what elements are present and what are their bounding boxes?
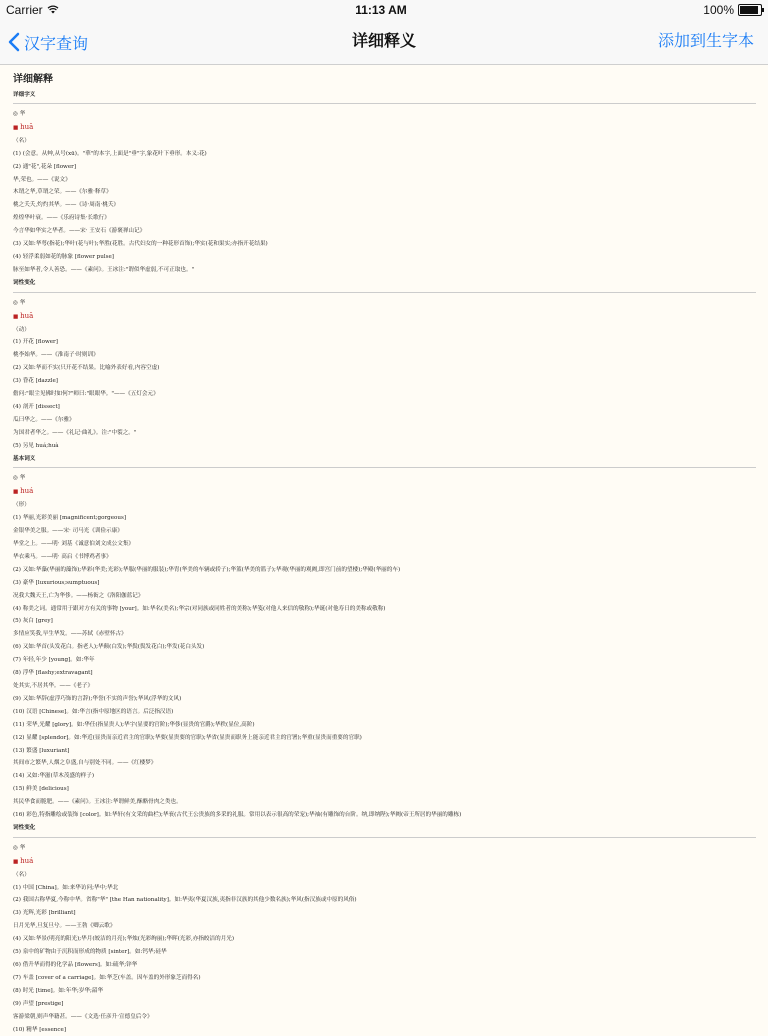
- definition-line: (3) 昏花 [dazzle]: [13, 378, 58, 385]
- definition-line: 客游梁朝,则声华籍甚。——《文选·任彦升·宣德皇后令》: [13, 1013, 153, 1020]
- char-mark: ◎ 华: [13, 844, 26, 851]
- battery-level: [740, 6, 758, 14]
- definition-content: [0, 65, 768, 1036]
- definition-line: (12) 显耀 [splendor]。如:华近(显贵而亲近君主的官职);华要(显贵要的官职);华省(显贵而职务上能亲近君主的官署);华重(显贵而重要的官职): [13, 734, 362, 741]
- page-title: 详细释义: [351, 33, 416, 50]
- definition-line: (10) 精华 [essence]: [13, 1026, 66, 1033]
- pinyin: huā: [20, 311, 34, 320]
- definition-line: 今言华如华实之华者。——宋· 王安石《游褒禅山记》: [13, 228, 146, 235]
- definition-line: (14) 又如:华滋(草木茂盛的样子): [13, 773, 95, 780]
- divider: [13, 467, 756, 468]
- definition-line: 华堂之上。——明· 刘基《诚意伯刘文成公文集》: [13, 541, 135, 547]
- section-label: 基本词义: [13, 455, 36, 462]
- part-of-speech: （名）: [13, 137, 30, 144]
- section-label: 词性变化: [13, 279, 36, 286]
- add-to-wordbook-button[interactable]: 添加到生字本: [657, 33, 754, 50]
- part-of-speech: （动）: [13, 326, 30, 333]
- definition-line: (1) 开花 [flower]: [13, 339, 58, 346]
- definition-blocks: [13, 108, 756, 1036]
- definition-line: (7) 车盖 [cover of a carriage]。如:华芝(车盖。因车盖的外形象芝而得名): [13, 974, 201, 981]
- part-of-speech: （名）: [13, 871, 30, 878]
- definition-line: (2) 又如:华而不实(只开花不结果。比喻外表好看,内容空虚): [13, 365, 160, 372]
- definition-line: (6) 又如:华首(头发花白。指老人);华颠(白发);华鬓(鬓发花白);华发(花白头发): [13, 644, 205, 651]
- definition-line: 其间市之繁华,人烟之阜盛,自与别处不同。——《红楼梦》: [13, 760, 157, 767]
- carrier-label: Carrier: [6, 3, 43, 17]
- square-bullet-icon: ■: [13, 489, 21, 496]
- definition-line: (2) 我国古称华夏,今称中华。省称"华" [the Han nationality]。如:华夷(华夏汉族,夷指非汉族的其他少数名族);华风(指汉族或中原的风俗): [13, 897, 357, 904]
- definition-line: (13) 繁盛 [luxuriant]: [13, 747, 70, 754]
- status-time: 11:13 AM: [355, 3, 407, 17]
- definition-line: 煌煌华叶衰。——《乐府诗集·长歌行》: [13, 215, 110, 222]
- char-mark: ◎ 华: [13, 299, 26, 306]
- definition-line: 桃李始华。——《淮南子·时则训》: [13, 352, 99, 359]
- sub-heading: 详细字义: [13, 92, 36, 98]
- definition-line: 华衣乘马。——明· 高启《书博鸡者事》: [13, 553, 112, 560]
- definition-line: 多情应笑我,早生华发。——苏轼《赤壁怀古》: [13, 631, 127, 638]
- definition-line: (4) 又如:华景(明亮的阳光);华月(皎洁的月亮);华烛(光彩绚丽);华晖(光彩,亦指皎洁的月光): [13, 936, 235, 943]
- pinyin: huá: [20, 487, 34, 496]
- definition-line: (3) 光辉,光彩 [brilliant]: [13, 910, 76, 917]
- definition-line: (4) 称美之词。通常用于跟对方有关的事物 [your]。如:华名(美名);华宗(对同族或同姓者的美称);华笺(对他人来信的敬称);华诞(对他寿日的美称或敬称): [13, 605, 386, 612]
- definition-line: (8) 浮华 [flashy;extravagant]: [13, 670, 93, 677]
- definition-line: (1) 华丽,光彩美丽 [magnificent;gorgeous]: [13, 515, 127, 522]
- square-bullet-icon: ■: [13, 858, 21, 865]
- definition-line: 儋问:"眼尘见佛时如何?"师曰:"眼眼华。"——《五灯会元》: [13, 391, 159, 398]
- part-of-speech: （形）: [13, 502, 30, 509]
- definition-line: (8) 时光 [time]。如:年华;岁华;韶华: [13, 987, 104, 994]
- char-mark: ◎ 华: [13, 111, 26, 117]
- battery-icon: [738, 4, 762, 16]
- back-button[interactable]: [8, 20, 88, 64]
- divider: [13, 103, 756, 104]
- definition-line: (5) 另见 huá;huà: [13, 442, 59, 449]
- battery-percent: 100%: [703, 3, 734, 17]
- definition-line: (5) 灰白 [grey]: [13, 618, 53, 625]
- definition-line: (15) 鲜美 [delicious]: [13, 786, 69, 793]
- definition-line: (9) 声望 [prestige]: [13, 1000, 64, 1007]
- square-bullet-icon: ■: [13, 313, 21, 320]
- pinyin-row: [13, 121, 756, 135]
- definition-line: (5) 泉中的矿物由于沉积而形成的物质 [sinter]。如:钙华;硅华: [13, 949, 167, 956]
- chevron-left-icon: [8, 32, 20, 52]
- definition-line: 瓜曰华之。——《尔雅》: [13, 416, 75, 423]
- definition-line: (9) 又如:华辞(虚浮巧饰的言辞);华誉(不实的声誉);华风(浮华的文风): [13, 695, 182, 702]
- definition-line: 处其实,不居其华。——《老子》: [13, 682, 94, 689]
- definition-line: (7) 年轻,年少 [young]。如:华年: [13, 657, 95, 664]
- definition-line: 华,荣也。——《说文》: [13, 176, 71, 183]
- definition-line: 金银华美之服。——宋· 司马光《训俭示康》: [13, 528, 123, 535]
- square-bullet-icon: ■: [13, 124, 21, 131]
- section-heading: 详细解释: [13, 74, 53, 85]
- wifi-icon: [47, 3, 59, 17]
- definition-line: 日月光华,旦复旦兮。——王勃《卿云歌》: [13, 923, 116, 930]
- definition-line: (2) 又如:华藻(华丽的藻饰);华彩(华美;光彩);华服(华丽的服装);华胄(华美的车辆或轿子);华篮(华美的篮子);华观(华丽的观阙,即宫门前的望楼);华殿(华丽的车): [13, 566, 401, 573]
- definition-line: 况我大魏天王,亡为华侈。——杨衒之《洛阳伽蓝记》: [13, 592, 144, 599]
- navigation-bar: [0, 20, 768, 65]
- pinyin: huá: [20, 856, 34, 865]
- definition-line: (2) 通"花",花朵 [flower]: [13, 163, 77, 170]
- definition-line: (16) 彩色,特指雕绘或装饰 [color]。如:华轩(有文采的曲栏);华衮(古代王公贵族的多采的礼服。常用以表示很高的荣宠);华袖(有雕饰的台阶。纳,即纳陛);华阙(帝王所居的华丽的雕栋): [13, 812, 462, 819]
- divider: [13, 837, 756, 838]
- definition-line: 为国君者华之。——《礼记·曲礼》。注:"中裂之。": [13, 429, 137, 436]
- definition-line: (4) 轻浮柔弱如花的脉象 [flower pulse]: [13, 253, 114, 260]
- definition-line: (1) (会意。从艸,从号(xū)。"華"的本字,上面是"垂"字,象花叶下垂形。本义:花): [13, 150, 207, 157]
- definition-line: 其民华食而脆肥。——《素问》。王冰注:华谓鲜美,酥酪骨肉之类也。: [13, 799, 182, 806]
- status-bar: [0, 0, 768, 20]
- back-label: 汉字查询: [24, 35, 89, 53]
- definition-line: 脉至如华者,令人善恐。——《素问》。王冰注:"谓似华虚弱,不可正取也。": [13, 266, 195, 273]
- definition-line: (4) 剖开 [dissect]: [13, 403, 60, 410]
- definition-line: (1) 中国 [China]。如:来华访问;华中;华北: [13, 884, 119, 891]
- definition-line: 木谓之华,草谓之荣。——《尔雅·释草》: [13, 189, 112, 196]
- char-mark: ◎ 华: [13, 475, 26, 482]
- definition-line: (3) 又如:华萼(指花);华叶(花与叶);华胜(花胜。古代妇女的一种花形首饰);华实(花和果实;亦指开花结果): [13, 241, 268, 248]
- pinyin-row: [13, 485, 756, 499]
- definition-line: (3) 豪华 [luxurious;sumptuous]: [13, 579, 100, 586]
- pinyin-row: [13, 855, 756, 869]
- definition-line: (6) 借升华而得的化学品 [flowers]。如:硫华;锌华: [13, 962, 138, 968]
- definition-line: (11) 荣华,光耀 [glory]。如:华任(指显贵人);华宇(显要的官阶);华侈(显贵的官爵);华秩(显位,高阶): [13, 721, 255, 728]
- pinyin-row: [13, 310, 756, 324]
- definition-line: 桃之夭夭,灼灼其华。——《诗·周南·桃夭》: [13, 202, 120, 209]
- definition-line: (10) 汉语 [Chinese]。如:华言(指中原地区的语言。后泛指汉语): [13, 708, 174, 715]
- pinyin: huā: [20, 122, 34, 131]
- section-label: 词性变化: [13, 824, 36, 831]
- divider: [13, 292, 756, 293]
